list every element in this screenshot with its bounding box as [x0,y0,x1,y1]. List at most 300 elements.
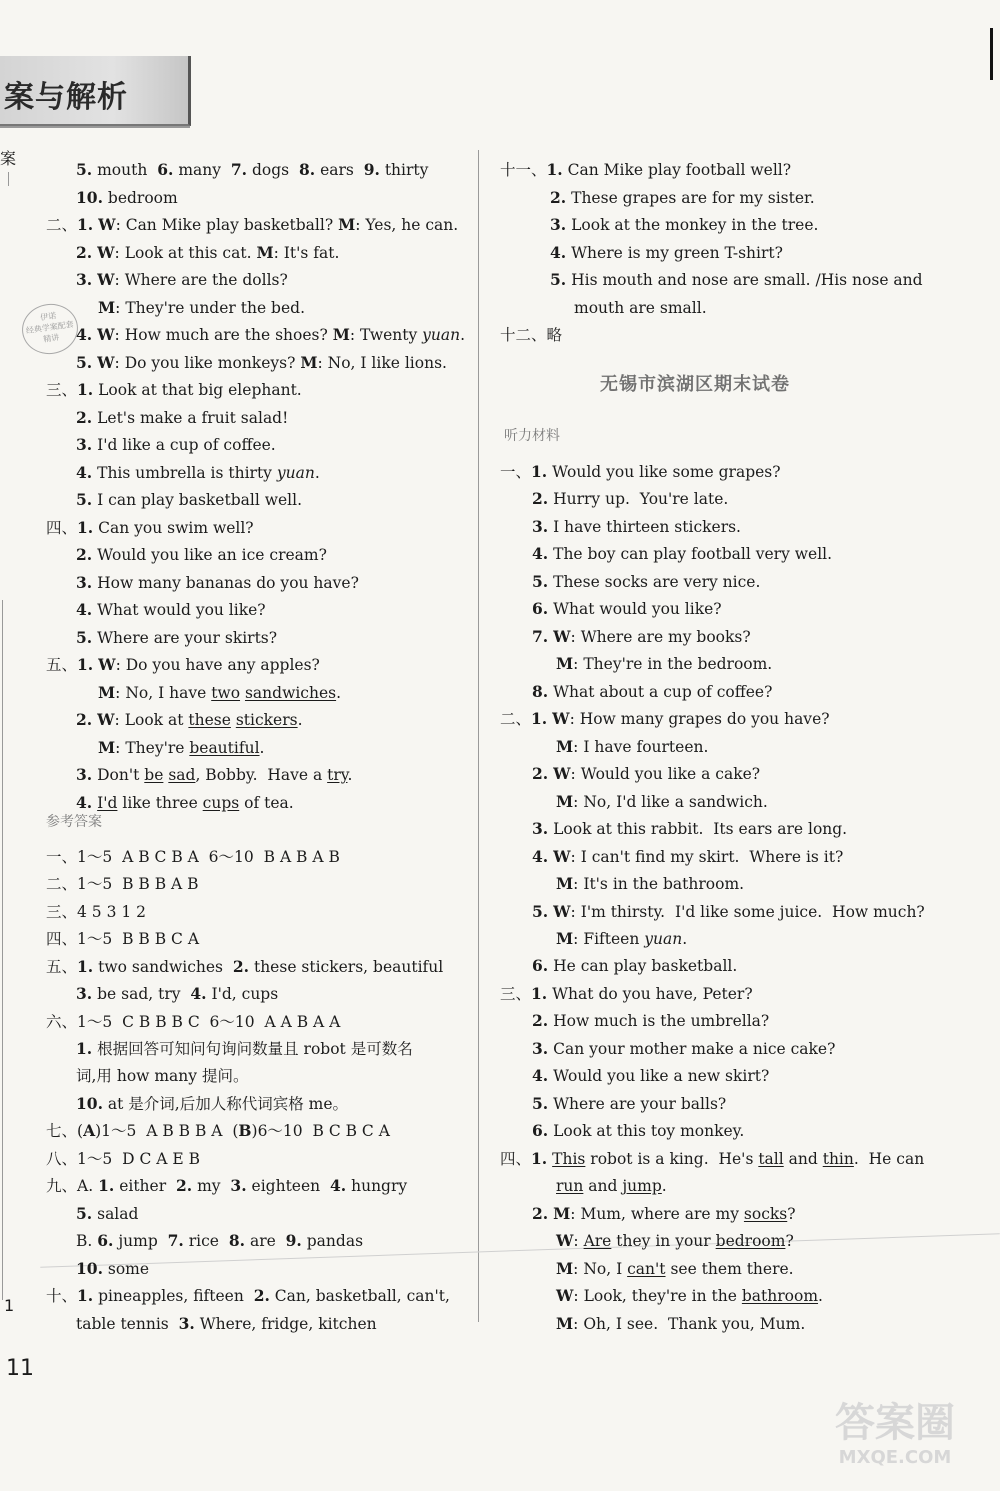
item-number: 6. [97,1231,114,1250]
text-run: : Mum, where are my [570,1205,744,1223]
speaker-label: M [556,792,574,811]
item-number: 2. [76,710,93,729]
text-run: : Do you have any apples? [115,656,320,674]
text-run: : No, I'd like a sandwich. [573,793,768,811]
text-line [46,847,340,867]
text-run: either [114,1177,176,1195]
underlined-answer: thin [822,1150,854,1168]
text-run: eighteen [246,1177,330,1195]
section-marker: 一、 [500,463,532,481]
text-run: 根据回答可知问句询问数量且 robot 是可数名 [92,1040,413,1058]
item-number: 1. [77,518,94,537]
text-run: pandas [301,1232,364,1250]
text-line [46,902,146,922]
text-run: : Fifteen [573,930,645,948]
text-run: pineapples, fifteen [93,1287,254,1305]
text-line [76,490,302,510]
text-run: )6～10 B C B C A [251,1122,390,1140]
item-number: 2. [76,243,93,262]
text-run: are [245,1232,286,1250]
text-line [532,599,722,619]
text-run: Look at that big elephant. [93,381,302,399]
text-line [532,956,737,976]
item-number: 3. [178,1314,195,1333]
item-number: 2. [175,1176,193,1195]
text-run: and [783,1150,823,1168]
text-line [500,709,830,729]
text-line [550,270,923,290]
text-run: bedroom [102,189,178,207]
underlined-answer: can't [627,1260,666,1278]
text-run: His mouth and nose are small. /His nose and [566,271,923,289]
text-run: Where are your balls? [548,1095,727,1113]
underlined-answer: two [211,684,241,702]
section-marker: 四、 [46,519,78,537]
edge-mark [990,28,993,80]
item-number: 1. [77,215,94,234]
text-line [76,600,266,620]
italic-word: yuan [422,326,461,344]
item-number: 9. [363,160,380,179]
text-line [76,270,288,290]
text-line [98,683,341,703]
text-line [532,1011,769,1031]
text-run: they in your [611,1232,716,1250]
item-number: 4. [550,243,567,262]
item-number: 3. [532,1039,549,1058]
stamp-line: 伊诺 [39,311,57,323]
text-line [76,765,352,785]
listening-label: 听力材料 [504,428,560,444]
text-run: see them there. [665,1260,794,1278]
section-marker: 四、 [46,930,78,948]
speaker-label: W [97,353,115,372]
item-number: 7. [532,627,549,646]
text-line [532,1039,835,1059]
item-number: 6. [157,160,174,179]
speaker-label: W [97,243,115,262]
text-run: : [573,1232,584,1250]
text-run: Can you swim well? [93,519,254,537]
underlined-answer: bathroom [741,1287,819,1305]
text-run: Don't [92,766,145,784]
speaker-label: W [553,847,571,866]
text-run: Look at the monkey in the tree. [566,216,819,234]
text-run: Look at this toy monkey. [548,1122,745,1140]
speaker-label: W [556,1231,574,1250]
exam-title: 无锡市滨湖区期末试卷 [600,374,790,395]
item-number: 4. [76,793,93,812]
section-marker: 十一、 [500,161,547,179]
text-line [76,353,447,373]
text-line [76,408,288,428]
item-number: 2. [532,1204,549,1223]
text-run: He can play basketball. [548,957,738,975]
text-line [500,1149,924,1169]
text-line [76,463,320,483]
text-line [500,984,753,1004]
speaker-label: W [552,709,570,728]
page-header-title: 案与解析 [4,80,128,115]
section-marker: 三、 [46,903,78,921]
text-line [556,737,708,757]
text-run: : It's in the bathroom. [573,875,745,893]
text-run: 1～5 B B B A B [77,875,199,893]
text-line [532,572,760,592]
item-number: 3. [76,765,93,784]
speaker-label: M [98,298,116,317]
text-line [76,1231,363,1251]
text-line [76,984,278,1004]
text-run: : Can Mike play basketball? [115,216,339,234]
text-run: . [297,711,303,729]
text-line [76,1039,413,1059]
item-number: 7. [167,1231,184,1250]
text-line [76,710,303,730]
text-run: robot is a king. He's [585,1150,759,1168]
text-run: Where, fridge, kitchen [194,1315,377,1333]
edge-char: 案 [0,149,17,168]
item-number: 3. [76,984,93,1003]
text-run: What would you like? [92,601,266,619]
text-line [532,764,760,784]
text-run: )1～5 A B B B A ( [95,1122,239,1140]
text-line [532,1121,744,1141]
text-run: : Look at [114,711,189,729]
underlined-answer: Are [583,1232,612,1250]
speaker-label: B [238,1121,252,1140]
text-line [46,1012,340,1032]
section-marker: 三、 [46,381,78,399]
text-run: : No, I like lions. [317,354,447,372]
text-line [76,1314,377,1334]
text-line [46,655,320,675]
text-run: : Look at this cat. [114,244,257,262]
text-line [532,489,728,509]
underlined-answer: cups [202,794,240,812]
page-number: 11 [6,1356,34,1381]
text-line [76,545,327,565]
text-run: Look at this rabbit. Its ears are long. [548,820,848,838]
text-run: These grapes are for my sister. [566,189,815,207]
text-line [532,1094,726,1114]
text-line [532,682,772,702]
text-line [532,544,832,564]
text-line [532,1204,796,1224]
text-run: many [173,161,231,179]
text-line [556,792,768,812]
text-line [46,957,443,977]
text-run: these stickers, beautiful [249,958,444,976]
text-run: : Where are the dolls? [114,271,288,289]
item-number: 4. [76,463,93,482]
item-number: 1. [531,984,548,1003]
text-run: . [818,1287,823,1305]
edge-line [2,600,3,1300]
text-line [556,1231,794,1251]
edge-line [8,172,9,186]
text-run: mouth are small. [574,299,707,317]
item-number: 5. [76,160,93,179]
item-number: 2. [532,764,549,783]
text-run: . [314,464,320,482]
text-run: be sad, try [92,985,191,1003]
text-run: some [102,1260,150,1278]
text-run: Let's make a fruit salad! [92,409,289,427]
text-line [76,160,428,180]
text-run: What would you like? [548,600,722,618]
text-line [556,1176,667,1196]
item-number: 3. [76,435,93,454]
text-line [556,874,744,894]
text-run: : How many grapes do you have? [569,710,830,728]
item-number: 1. [77,1286,94,1305]
item-number: 2. [532,489,549,508]
side-number: 1 [4,1296,15,1315]
text-run: salad [92,1205,139,1223]
section-marker: 八、 [46,1150,78,1168]
text-run: ears [315,161,364,179]
item-number: 3. [76,573,93,592]
text-run: : They're in the bedroom. [573,655,773,673]
underlined-answer: these [188,711,231,729]
answer-key-label: 参考答案 [46,814,102,830]
text-line [550,243,783,263]
item-number: 3. [550,215,567,234]
text-run: : Do you like monkeys? [114,354,301,372]
speaker-label: W [97,325,115,344]
item-number: 1. [77,655,94,674]
watermark-logo [800,1400,990,1480]
speaker-label: M [256,243,274,262]
speaker-label: W [553,627,571,646]
column-divider [478,150,479,1322]
item-number: 5. [76,490,93,509]
text-run: : I have fourteen. [573,738,709,756]
text-line [46,380,302,400]
text-line [550,215,818,235]
text-run: Where is my green T-shirt? [566,244,783,262]
text-run: I'd like a cup of coffee. [92,436,276,454]
stamp-line: 精讲 [42,332,60,344]
item-number: 4. [532,847,549,866]
item-number: 1. [546,160,563,179]
text-run: jump [113,1232,168,1250]
item-number: 1. [77,957,94,976]
text-run: two sandwiches [93,958,233,976]
underlined-answer: tall [758,1150,784,1168]
text-line [46,929,199,949]
speaker-label: M [556,929,574,948]
text-line [556,1286,823,1306]
text-line [532,627,751,647]
underlined-answer: be [144,766,164,784]
speaker-label: W [98,655,116,674]
text-run: and [583,1177,623,1195]
text-run: ? [787,1205,796,1223]
underlined-answer: jump [622,1177,662,1195]
item-number: 10. [76,188,103,207]
speaker-label: M [556,737,574,756]
item-number: 2. [76,408,93,427]
text-run: : No, I have [115,684,212,702]
text-run: B. [76,1232,98,1250]
text-run: , Bobby. Have a [195,766,328,784]
text-run: I have thirteen stickers. [548,518,741,536]
text-line [556,654,772,674]
text-run: rice [183,1232,229,1250]
item-number: 3. [532,819,549,838]
text-run: 1～5 B B B C A [77,930,200,948]
text-run: What do you have, Peter? [547,985,753,1003]
text-line [76,325,465,345]
text-run: . [460,326,466,344]
text-line [46,518,254,538]
text-run: mouth [92,161,158,179]
text-line [556,1259,794,1279]
item-number: 5. [550,270,567,289]
text-run: Can Mike play football well? [562,161,792,179]
item-number: 10. [76,1094,103,1113]
text-run: : Would you like a cake? [570,765,761,783]
text-line [532,902,925,922]
text-run: 略 [546,326,563,344]
text-run: : Look, they're in the [573,1287,742,1305]
text-run: 1～5 D C A E B [77,1150,200,1168]
item-number: 8. [298,160,316,179]
text-run: . [682,930,688,948]
item-number: 5. [76,353,93,372]
text-run: What about a cup of coffee? [548,683,773,701]
speaker-label: M [556,874,574,893]
item-number: 1. [98,1176,115,1195]
item-number: 7. [230,160,248,179]
text-run: ? [785,1232,794,1250]
speaker-label: W [97,270,115,289]
item-number: 4. [532,544,549,563]
text-line [556,929,687,949]
text-run: . He can [853,1150,925,1168]
section-marker: 五、 [46,958,78,976]
watermark-text: 答案圈 [835,1400,955,1446]
speaker-label: M [556,1314,574,1333]
speaker-label: M [332,325,350,344]
text-run: : Yes, he can. [355,216,459,234]
underlined-answer: bedroom [715,1232,786,1250]
section-marker: 七、 [46,1122,78,1140]
text-line [76,1066,248,1086]
text-line [550,188,815,208]
text-run: 1～5 C B B B C 6～10 A A B A A [77,1013,341,1031]
underlined-answer: run [556,1177,584,1195]
text-line [76,435,276,455]
item-number: 10. [76,1259,103,1278]
speaker-label: M [98,683,116,702]
item-number: 6. [532,599,549,618]
item-number: 6. [532,956,549,975]
text-line [46,215,458,235]
text-run: Would you like an ice cream? [92,546,327,564]
item-number: 5. [532,572,549,591]
text-run: : How much are the shoes? [114,326,333,344]
text-run: 1～5 A B C B A 6～10 B A B A B [77,848,340,866]
section-marker: 二、 [46,875,78,893]
item-number: 4. [532,1066,549,1085]
speaker-label: M [556,1259,574,1278]
speaker-label: W [556,1286,574,1305]
underlined-answer: beautiful [189,739,260,757]
speaker-label: W [98,215,116,234]
item-number: 1. [76,1039,93,1058]
text-line [76,793,294,813]
text-line [46,1121,390,1141]
text-run: : It's fat. [273,244,340,262]
speaker-label: W [97,710,115,729]
text-line [532,819,847,839]
text-run: I'd, cups [206,985,279,1003]
section-marker: 三、 [500,985,532,1003]
text-line [98,298,305,318]
text-line [76,188,178,208]
text-run: dogs [247,161,299,179]
text-run: Would you like a new skirt? [548,1067,770,1085]
text-run: . [661,1177,667,1195]
text-run: my [192,1177,231,1195]
underlined-answer: sad [168,766,196,784]
text-run: A. [77,1177,99,1195]
section-marker: 五、 [46,656,78,674]
text-line [46,1286,450,1306]
text-run: : I can't find my skirt. Where is it? [570,848,844,866]
section-marker: 二、 [500,710,532,728]
text-line [532,517,741,537]
item-number: 2. [550,188,567,207]
text-run: : I'm thirsty. I'd like some juice. How much? [570,903,925,921]
text-run: : They're [115,739,190,757]
text-line [46,1176,407,1196]
text-run: : Oh, I see. Thank you, Mum. [573,1315,806,1333]
item-number: 3. [230,1176,247,1195]
item-number: 4. [190,984,207,1003]
text-run: : They're under the bed. [115,299,305,317]
text-run: of tea. [239,794,294,812]
section-marker: 一、 [46,848,78,866]
text-run: Would you like some grapes? [547,463,781,481]
text-line [46,874,199,894]
text-line [98,738,264,758]
text-run: . [347,766,353,784]
text-run: Can, basketball, can't, [269,1287,450,1305]
underlined-answer: sandwiches [244,684,337,702]
item-number: 4. [329,1176,347,1195]
section-marker: 九、 [46,1177,78,1195]
underlined-answer: This [552,1150,586,1168]
text-run: These socks are very nice. [548,573,761,591]
speaker-label: M [98,738,116,757]
text-run: 词,用 how many 提问。 [76,1067,249,1085]
speaker-label: W [553,902,571,921]
text-run: 4 5 3 1 2 [77,903,147,921]
text-run: thirty [379,161,429,179]
item-number: 1. [531,709,548,728]
item-number: 8. [228,1231,246,1250]
text-run: . [336,684,342,702]
text-run: I can play basketball well. [92,491,302,509]
text-run: Hurry up. You're late. [548,490,729,508]
section-marker: 十、 [46,1287,78,1305]
item-number: 1. [531,462,548,481]
text-line [76,243,339,263]
